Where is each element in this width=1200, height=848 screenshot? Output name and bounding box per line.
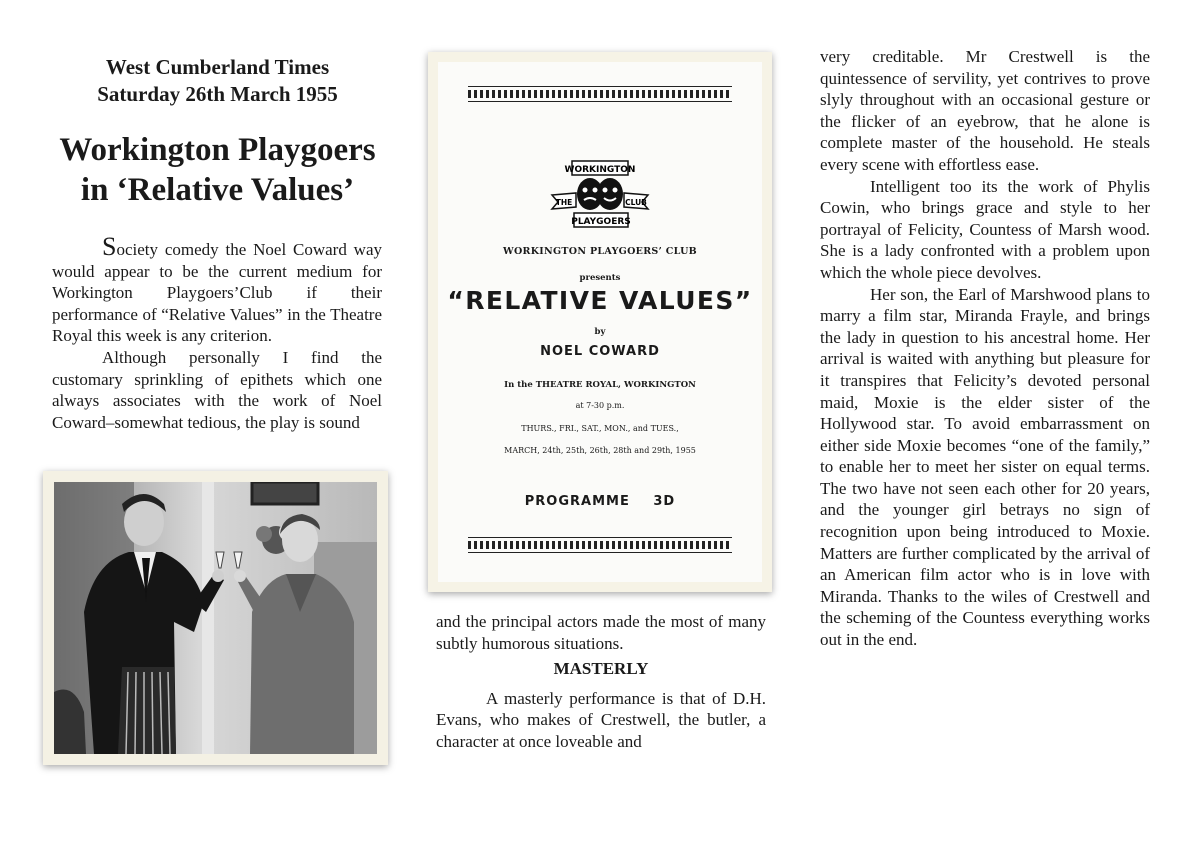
programme-venue: In the THEATRE ROYAL, WORKINGTON [504, 380, 696, 390]
logo-text-the: THE [555, 198, 573, 207]
drop-cap: S [102, 232, 117, 261]
logo-text-workington: WORKINGTON [564, 165, 636, 175]
headline-line-1: Workington Playgoers [59, 132, 376, 168]
paragraph-opinion: Although personally I find the customary sprinkling of epithets which one always associates with the work of Noel Coward–somewhat tedious, the play is sound [52, 347, 382, 432]
article-column-1 [52, 232, 382, 433]
subheading-masterly: MASTERLY [553, 659, 649, 679]
programme-play-title: “RELATIVE VALUES” [447, 286, 753, 315]
paragraph-plot: Her son, the Earl of Marshwood plans to marry a film star, Miranda Frayle, and brings the lady in question to his ancestral home. Her arrival is waited with anything but pleasure for it transpires that Felicity’s devoted personal maid, Moxie is the elder sister of the Hollywood star. To avoid embarrassment on either side Moxie becomes “one of the family,” to enable her to meet her sister on equal terms. The two have not seen each other for 20 years, and the younger girl betrays no sign of recognition upon being introduced to Moxie. Matters are further complicated by the arrival of an American film actor who is in love with Miranda. Thanks to the wiles of Crestwell and the scheming of the Countess everything works out in the end. [820, 284, 1150, 650]
ornamental-border-bottom [468, 537, 732, 553]
masthead-paper-name: West Cumberland Times [105, 55, 330, 79]
programme-frame [428, 52, 772, 592]
masthead-date: Saturday 26th March 1955 [97, 82, 338, 106]
ornamental-border-top [468, 86, 732, 102]
paragraph-actors: and the principal actors made the most of many subtly humorous situations. [436, 612, 766, 653]
programme-days: THURS., FRI., SAT., MON., and TUES., [521, 424, 679, 433]
programme-by: by [594, 327, 606, 337]
theatre-programme [438, 62, 762, 582]
programme-time: at 7-30 p.m. [575, 401, 625, 410]
paragraph-crestwell: very creditable. Mr Crestwell is the quintessence of servility, yet contrives to prove slyly throughout with an occasional gesture or the flicker of an eyebrow, that he alone is complete master of the household. He steals every scene with effortless ease. [820, 47, 1150, 174]
programme-club-name: WORKINGTON PLAYGOERS’ CLUB [502, 246, 697, 257]
headline-line-2: in ‘Relative Values’ [80, 172, 355, 208]
newspaper-masthead [50, 54, 385, 108]
cast-photo-image [54, 482, 377, 754]
paragraph-masterly: A masterly performance is that of D.H. Evans, who makes of Crestwell, the butler, a character at once loveable and [436, 688, 766, 751]
article-column-2 [436, 611, 766, 753]
paragraph-intro [52, 232, 382, 347]
logo-text-playgoers: PLAYGOERS [571, 217, 631, 227]
programme-dates: MARCH, 24th, 25th, 26th, 28th and 29th, 1955 [504, 446, 696, 455]
photo-frame [43, 471, 388, 765]
article-headline [50, 130, 385, 210]
paragraph-intro-text: ociety comedy the Noel Coward way would appear to be the current medium for Workington Playgoers’Club if their performance of “Relative Values” in the Theatre Royal this week is any criterion. [52, 240, 382, 346]
theatre-masks-icon [550, 159, 650, 231]
playgoers-club-logo [550, 159, 650, 231]
programme-author: NOEL COWARD [540, 344, 660, 359]
cast-photo [54, 482, 377, 754]
logo-text-club: CLUB [625, 198, 647, 207]
article-column-3 [820, 46, 1150, 651]
programme-price: PROGRAMME 3D [524, 494, 676, 509]
programme-presents: presents [579, 273, 621, 283]
paragraph-felicity: Intelligent too its the work of Phylis Cowin, who brings grace and style to her portrayal of Felicity, Countess of Marsh wood. She is a lady confronted with a problem upon which the whole piece devolves. [820, 176, 1150, 282]
